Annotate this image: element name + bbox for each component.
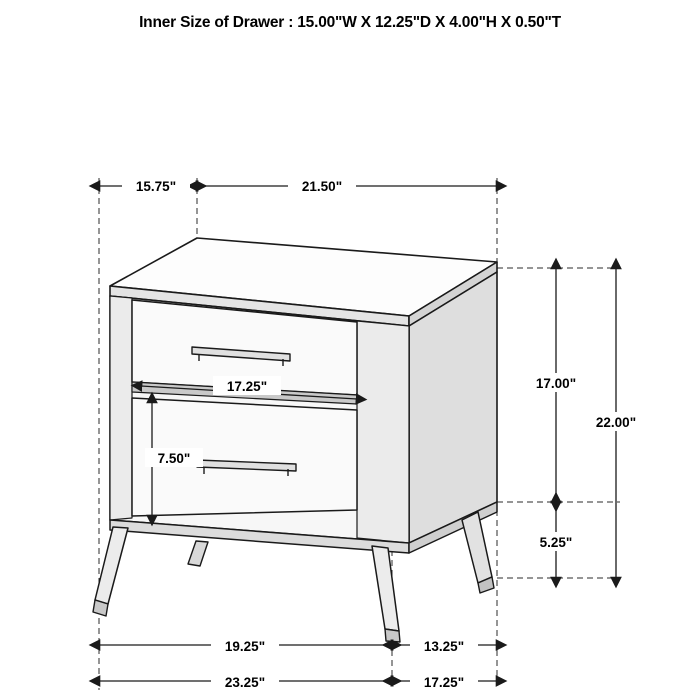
- label-front-foot-span: 19.25": [224, 639, 266, 654]
- leg-front-left: [95, 527, 128, 604]
- label-top-width: 21.50": [301, 179, 343, 194]
- label-top-depth: 15.75": [135, 179, 177, 194]
- label-overall-front-span: 23.25": [224, 675, 266, 690]
- leg-front-right: [372, 546, 399, 631]
- front-right-stile: [357, 321, 409, 543]
- leg-front-right-foot: [385, 629, 400, 642]
- page-title: Inner Size of Drawer : 15.00"W X 12.25"D X 4.00"H X 0.50"T: [139, 14, 561, 31]
- label-leg-height: 5.25": [539, 535, 573, 550]
- label-total-height: 22.00": [595, 415, 637, 430]
- label-upper-drawer-width: 17.25": [226, 379, 268, 394]
- front-left-stile: [110, 296, 132, 520]
- leg-back-left: [188, 541, 208, 566]
- label-lower-drawer-height: 7.50": [157, 451, 191, 466]
- label-side-foot-span: 13.25": [423, 639, 465, 654]
- label-overall-side-span: 17.25": [423, 675, 465, 690]
- nightstand-body: [93, 238, 497, 642]
- label-case-height: 17.00": [535, 376, 577, 391]
- leg-back-right: [462, 512, 492, 583]
